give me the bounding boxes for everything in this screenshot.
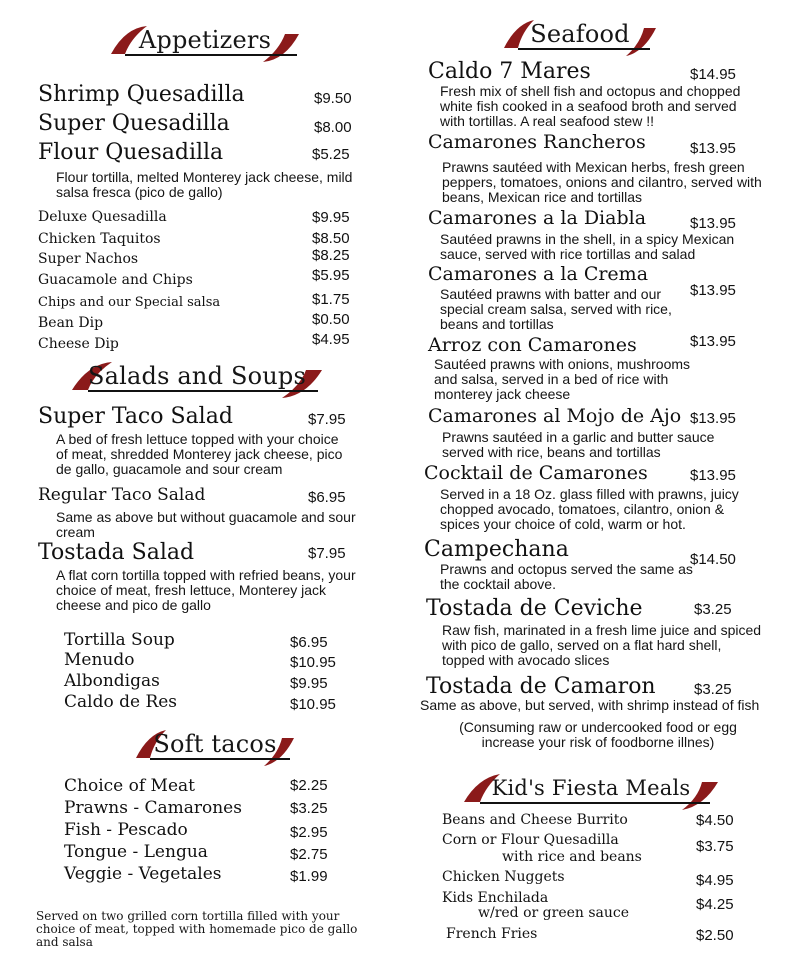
menu-item-name: Menudo bbox=[64, 650, 135, 670]
menu-item-price: $6.95 bbox=[290, 634, 328, 651]
salads-soups-header bbox=[66, 360, 328, 400]
menu-item-desc: Raw fish, marinated in a fresh lime juice and spiced with pico de gallo, served on a flat hard shell, topped with avocado slices bbox=[442, 622, 762, 668]
menu-item-price: $3.75 bbox=[696, 838, 734, 855]
menu-item-name: Camarones a la Crema bbox=[428, 263, 649, 285]
menu-item-desc: Same as above but without guacamole and sour cream bbox=[56, 509, 356, 540]
menu-item-name: Chicken Nuggets bbox=[442, 869, 565, 885]
menu-item-desc: Sautéed prawns in the shell, in a spicy Mexican sauce, served with rice tortillas and salad bbox=[440, 231, 735, 262]
menu-item-sub: w/red or green sauce bbox=[478, 905, 630, 921]
menu-item-price: $13.95 bbox=[690, 467, 736, 484]
menu-item-desc: Sautéed prawns with onions, mushrooms and salsa, served in a bed of rice with monterey jack cheese bbox=[434, 356, 691, 402]
menu-item-name: Shrimp Quesadilla bbox=[38, 82, 245, 107]
menu-item-name: Regular Taco Salad bbox=[38, 485, 206, 505]
menu-item-price: $13.95 bbox=[690, 282, 736, 299]
menu-item-price: $7.95 bbox=[308, 411, 346, 428]
menu-item-name: Chicken Taquitos bbox=[38, 231, 161, 247]
menu-item-price: $5.95 bbox=[312, 267, 350, 284]
menu-item-name: Chips and our Special salsa bbox=[38, 295, 221, 310]
menu-item-price: $9.50 bbox=[314, 90, 352, 107]
menu-item-desc: Flour tortilla, melted Monterey jack cheese, mild salsa fresca (pico de gallo) bbox=[56, 169, 353, 200]
menu-item-name: Corn or Flour Quesadilla bbox=[442, 832, 619, 848]
soft-tacos-header bbox=[132, 728, 298, 768]
appetizers-header bbox=[105, 24, 305, 64]
menu-item-name: Cheese Dip bbox=[38, 336, 119, 352]
salads-soups-title: Salads and Soups bbox=[87, 362, 307, 390]
menu-item-name: Beans and Cheese Burrito bbox=[442, 812, 628, 828]
menu-item-price: $4.95 bbox=[312, 331, 350, 348]
menu-item-name: Tostada Salad bbox=[38, 540, 195, 565]
menu-item-name: Tongue - Lengua bbox=[64, 842, 208, 862]
menu-item-name: Camarones Rancheros bbox=[428, 131, 646, 153]
menu-item-name: Camarones a la Diabla bbox=[428, 207, 647, 229]
menu-item-desc: Prawns and octopus served the same as the cocktail above. bbox=[440, 561, 693, 592]
menu-item-price: $0.50 bbox=[312, 311, 350, 328]
menu-item-name: Tostada de Ceviche bbox=[426, 596, 643, 621]
menu-item-name: Tortilla Soup bbox=[64, 630, 175, 650]
menu-item-price: $8.25 bbox=[312, 247, 350, 264]
menu-item-price: $9.95 bbox=[312, 209, 350, 226]
menu-item-name: Super Taco Salad bbox=[38, 404, 233, 429]
menu-item-price: $3.25 bbox=[290, 800, 328, 817]
menu-item-desc: Prawns sautéed with Mexican herbs, fresh green peppers, tomatoes, onions and cilantro, served with beans, Mexican rice and tortillas bbox=[442, 159, 762, 205]
menu-item-name: Tostada de Camaron bbox=[426, 674, 656, 699]
menu-item-price: $1.99 bbox=[290, 868, 328, 885]
menu-item-price: $10.95 bbox=[290, 654, 336, 671]
menu-item-desc: A flat corn tortilla topped with refried beans, your choice of meat, fresh lettuce, Monterey jack cheese and pico de gallo bbox=[56, 567, 356, 613]
menu-item-name: French Fries bbox=[446, 926, 538, 942]
menu-item-name: Super Quesadilla bbox=[38, 111, 230, 136]
menu-item-desc: Prawns sautéed in a garlic and butter sauce served with rice, beans and tortillas bbox=[442, 429, 715, 460]
menu-item-name: Cocktail de Camarones bbox=[424, 462, 648, 484]
menu-item-price: $10.95 bbox=[290, 696, 336, 713]
menu-item-price: $2.25 bbox=[290, 777, 328, 794]
menu-item-name: Super Nachos bbox=[38, 251, 139, 267]
menu-item-name: Prawns - Camarones bbox=[64, 798, 242, 818]
menu-item-price: $14.50 bbox=[690, 551, 736, 568]
menu-item-price: $4.25 bbox=[696, 896, 734, 913]
menu-item-name: Arroz con Camarones bbox=[428, 334, 637, 356]
menu-item-desc: Same as above, but served, with shrimp instead of fish bbox=[420, 697, 760, 713]
menu-item-name: Fish - Pescado bbox=[64, 820, 188, 840]
menu-item-price: $14.95 bbox=[690, 66, 736, 83]
menu-item-price: $13.95 bbox=[690, 333, 736, 350]
menu-item-price: $6.95 bbox=[308, 489, 346, 506]
menu-item-price: $8.00 bbox=[314, 119, 352, 136]
kids-fiesta-title: Kid's Fiesta Meals bbox=[491, 776, 691, 800]
menu-item-name: Flour Quesadilla bbox=[38, 140, 224, 165]
menu-item-name: Campechana bbox=[424, 537, 569, 562]
menu-item-price: $2.75 bbox=[290, 846, 328, 863]
menu-item-desc: Served in a 18 Oz. glass filled with prawns, juicy chopped avocado, tomatoes, cilantro, onion & spices your choice of cold, warm or hot. bbox=[440, 486, 739, 532]
menu-item-price: $4.95 bbox=[696, 872, 734, 889]
menu-item-price: $5.25 bbox=[312, 146, 350, 163]
menu-item-price: $7.95 bbox=[308, 545, 346, 562]
menu-item-desc: Sautéed prawns with batter and our special cream salsa, served with rice, beans and tortillas bbox=[440, 286, 672, 332]
menu-item-price: $3.25 bbox=[694, 681, 732, 698]
menu-item-name: Veggie - Vegetales bbox=[64, 864, 222, 884]
menu-item-name: Bean Dip bbox=[38, 315, 104, 331]
menu-item-price: $2.95 bbox=[290, 824, 328, 841]
menu-item-price: $9.95 bbox=[290, 675, 328, 692]
menu-item-price: $3.25 bbox=[694, 601, 732, 618]
menu-item-name: Choice of Meat bbox=[64, 776, 195, 796]
food-safety-warning: (Consuming raw or undercooked food or egg increase your risk of foodborne illnes) bbox=[459, 719, 737, 750]
menu-item-price: $13.95 bbox=[690, 140, 736, 157]
appetizers-title: Appetizers bbox=[138, 26, 272, 54]
menu-item-desc: Fresh mix of shell fish and octopus and chopped white fish cooked in a seafood broth and served with tortillas. A real seafood stew !! bbox=[440, 83, 741, 129]
menu-item-name: Guacamole and Chips bbox=[38, 272, 193, 288]
kids-fiesta-header bbox=[460, 772, 722, 812]
menu-item-name: Caldo 7 Mares bbox=[428, 59, 591, 84]
menu-item-name: Kids Enchilada bbox=[442, 890, 549, 906]
menu-item-price: $1.75 bbox=[312, 291, 350, 308]
menu-item-name: Deluxe Quesadilla bbox=[38, 209, 167, 225]
menu-item-price: $13.95 bbox=[690, 215, 736, 232]
menu-item-name: Camarones al Mojo de Ajo bbox=[428, 405, 682, 427]
menu-item-name: Caldo de Res bbox=[64, 692, 178, 712]
menu-item-sub: with rice and beans bbox=[502, 849, 642, 865]
seafood-header bbox=[500, 18, 660, 58]
soft-tacos-note: Served on two grilled corn tortilla filled with your choice of meat, topped with homemade pico de gallo and salsa bbox=[36, 909, 358, 949]
menu-item-price: $2.50 bbox=[696, 927, 734, 944]
soft-tacos-title: Soft tacos bbox=[153, 730, 277, 758]
menu-item-desc: A bed of fresh lettuce topped with your choice of meat, shredded Monterey jack cheese, pico de gallo, guacamole and sour cream bbox=[56, 431, 343, 477]
menu-item-name: Albondigas bbox=[64, 671, 160, 691]
seafood-title: Seafood bbox=[530, 20, 630, 48]
menu-item-price: $8.50 bbox=[312, 230, 350, 247]
menu-item-price: $13.95 bbox=[690, 410, 736, 427]
menu-item-price: $4.50 bbox=[696, 812, 734, 829]
